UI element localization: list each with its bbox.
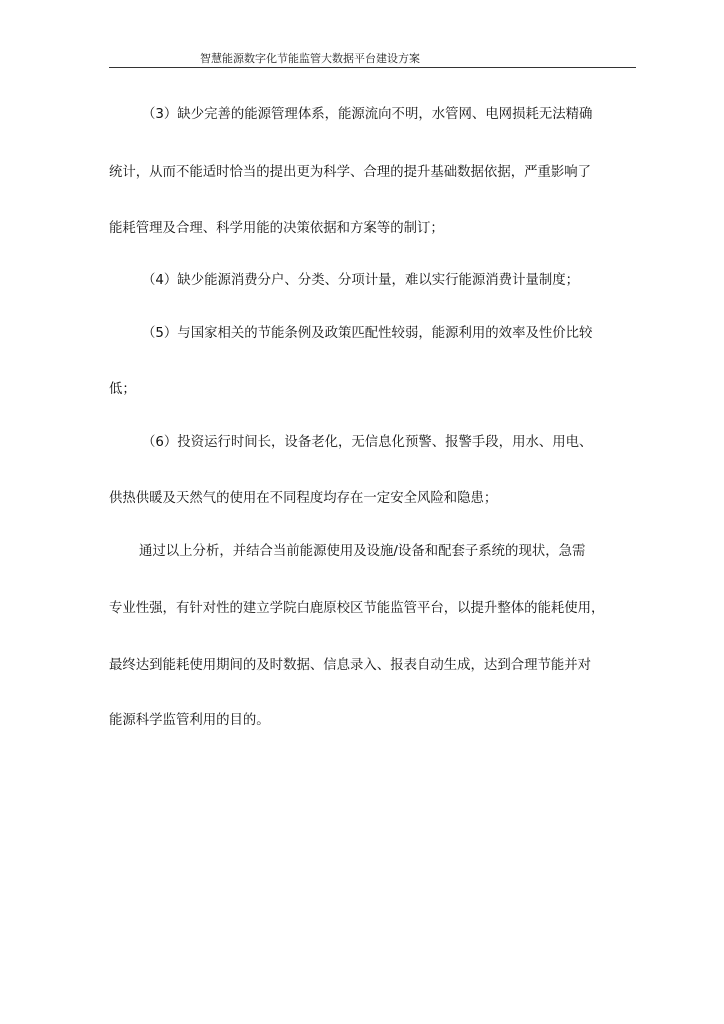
running-header: 智慧能源数字化节能监管大数据平台建设方案: [200, 52, 420, 65]
paragraph-line: 专业性强，有针对性的建立学院白鹿原校区节能监管平台，以提升整体的能耗使用，: [109, 601, 605, 616]
paragraph-line: （4）缺少能源消费分户、分类、分项计量，难以实行能源消费计量制度；: [142, 273, 580, 288]
paragraph-line: （5）与国家相关的节能条例及政策匹配性较弱，能源利用的效率及性价比较: [142, 326, 593, 341]
paragraph-line: 最终达到能耗使用期间的及时数据、信息录入、报表自动生成，达到合理节能并对: [109, 658, 592, 673]
paragraph-line: 统计，从而不能适时恰当的提出更为科学、合理的提升基础数据依据，严重影响了: [109, 165, 592, 180]
paragraph-line: 供热供暖及天然气的使用在不同程度均存在一定安全风险和隐患；: [109, 491, 498, 506]
paragraph-line: （6）投资运行时间长，设备老化，无信息化预警、报警手段，用水、用电、: [142, 435, 593, 450]
paragraph-line: （3）缺少完善的能源管理体系，能源流向不明，水管网、电网损耗无法精确: [142, 107, 593, 122]
paragraph-line: 能耗管理及合理、科学用能的决策依据和方案等的制订；: [109, 221, 444, 236]
header-divider: [109, 67, 636, 68]
paragraph-line: 能源科学监管利用的目的。: [109, 713, 270, 728]
paragraph-line: 低；: [109, 382, 136, 397]
paragraph-line: 通过以上分析，并结合当前能源使用及设施/设备和配套子系统的现状，急需: [139, 544, 586, 559]
